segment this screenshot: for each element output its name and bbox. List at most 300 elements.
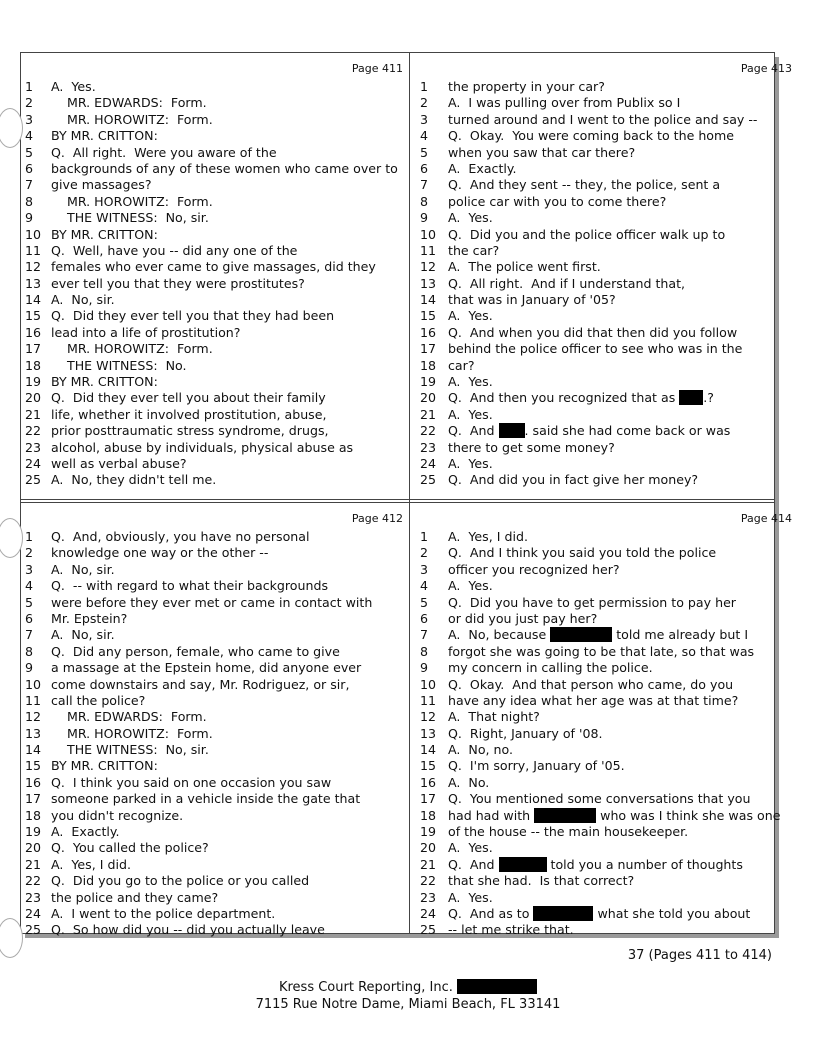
- line-text-body: A. Yes, I did.: [448, 529, 528, 544]
- line-text: [51, 742, 209, 758]
- transcript-line: [21, 194, 409, 210]
- line-text-body: Q. Okay. And that person who came, do you: [448, 676, 734, 692]
- redaction-box: [533, 906, 593, 921]
- line-text-tail: what she told you about: [593, 905, 751, 921]
- line-text: [51, 693, 145, 709]
- redaction-box: [534, 808, 596, 823]
- transcript-line: [21, 210, 409, 226]
- line-text-body: Q. And then you recognized that as: [448, 390, 676, 406]
- line-number: 1: [420, 529, 429, 544]
- transcript-line: [410, 325, 798, 341]
- line-text: [448, 308, 493, 324]
- line-text: [448, 358, 475, 374]
- line-number: 9: [420, 210, 429, 226]
- line-number: 14: [420, 742, 437, 758]
- transcript-line: [21, 677, 409, 693]
- line-text: [51, 890, 218, 906]
- line-text: [51, 145, 277, 161]
- line-number: 23: [25, 439, 42, 455]
- transcript-line: [410, 161, 798, 177]
- transcript-line: [410, 210, 798, 226]
- transcript-line: [410, 808, 798, 824]
- line-text: [448, 545, 716, 561]
- line-text: [448, 227, 725, 243]
- line-number: 25: [25, 472, 42, 488]
- transcript-line: [21, 922, 409, 938]
- line-text: [51, 529, 310, 545]
- line-text: [51, 308, 334, 324]
- page-header: Page 413: [740, 62, 792, 75]
- line-number: 12: [420, 259, 437, 275]
- transcript-line: [410, 824, 798, 840]
- line-text-body: A. No, sir.: [51, 292, 115, 308]
- redaction-box: [499, 423, 525, 438]
- line-text-body: give massages?: [51, 177, 152, 193]
- line-text-body: behind the police officer to see who was in the: [448, 341, 743, 357]
- transcript-line: [21, 95, 409, 111]
- line-text-body: MR. HOROWITZ: Form.: [51, 725, 213, 741]
- line-text: [448, 595, 736, 611]
- line-number: 15: [420, 308, 437, 324]
- transcript-line: [21, 325, 409, 341]
- line-number: 20: [25, 840, 42, 856]
- line-text: [448, 529, 528, 545]
- line-text-body: backgrounds of any of these women who came over to: [51, 160, 398, 176]
- footer-company-name: Kress Court Reporting, Inc.: [278, 980, 453, 995]
- line-text: [448, 578, 493, 594]
- transcript-line: [21, 890, 409, 906]
- line-text-body: MR. HOROWITZ: Form.: [51, 341, 213, 357]
- line-number: 16: [420, 774, 437, 790]
- line-number: 13: [25, 275, 42, 291]
- transcript-line: [410, 726, 798, 742]
- line-text-body: MR. HOROWITZ: Form.: [51, 111, 213, 127]
- line-text: [448, 440, 615, 456]
- transcript-line: [410, 440, 798, 456]
- line-text: [448, 775, 489, 791]
- line-number: 13: [420, 725, 437, 741]
- line-text-body: ever tell you that they were prostitutes?: [51, 275, 305, 291]
- transcript-line: [21, 128, 409, 144]
- line-text: [51, 627, 115, 643]
- line-text-body: Q. So how did you -- did you actually leave: [51, 922, 325, 938]
- line-text-body: the police and they came?: [51, 889, 219, 905]
- line-text: [51, 161, 398, 177]
- redaction-box: [679, 390, 703, 405]
- line-text-body: Q. All right. Were you aware of the: [51, 144, 277, 160]
- line-text-body: Q. Did you go to the police or you called: [51, 873, 310, 889]
- transcript-line: [21, 227, 409, 243]
- line-text-body: Q. Did you have to get permission to pay her: [448, 594, 736, 610]
- line-text: [51, 292, 115, 308]
- transcript-line: [21, 808, 409, 824]
- line-text-body: forgot she was going to be that late, so that was: [448, 643, 755, 659]
- line-text: [448, 325, 737, 341]
- transcript-line: [410, 873, 798, 889]
- line-number: 24: [25, 455, 42, 471]
- line-text: [51, 545, 268, 561]
- line-text-body: lead into a life of prostitution?: [51, 324, 241, 340]
- line-text-body: THE WITNESS: No.: [51, 357, 187, 373]
- line-text-body: A. No, because: [448, 627, 547, 643]
- line-number: 3: [25, 111, 34, 127]
- line-text-body: Q. I'm sorry, January of '05.: [448, 758, 625, 774]
- transcript-line: [21, 529, 409, 545]
- transcript-line: [410, 627, 798, 643]
- line-number: 25: [420, 922, 437, 938]
- transcript-line: [21, 276, 409, 292]
- line-text: [51, 677, 349, 693]
- line-number: 13: [420, 275, 437, 291]
- line-text: [448, 709, 540, 725]
- transcript-line: [21, 161, 409, 177]
- line-text-body: come downstairs and say, Mr. Rodriguez, or sir,: [51, 676, 350, 692]
- transcript-line: [21, 177, 409, 193]
- transcript-line: [410, 112, 798, 128]
- line-text: [448, 562, 620, 578]
- line-text: [51, 857, 131, 873]
- transcript-line: [21, 578, 409, 594]
- transcript-line: [410, 292, 798, 308]
- transcript-line: [410, 95, 798, 111]
- line-text-body: someone parked in a vehicle inside the gate that: [51, 791, 361, 807]
- line-text: [51, 325, 240, 341]
- line-number: 19: [25, 824, 42, 840]
- transcript-line: [21, 545, 409, 561]
- line-text-body: A. No, sir.: [51, 627, 115, 643]
- line-text-body: A. No, sir.: [51, 561, 115, 577]
- line-number: 19: [25, 374, 42, 390]
- line-text: [448, 161, 517, 177]
- transcript-line: [410, 276, 798, 292]
- transcript-lines: [410, 79, 798, 489]
- line-text-body: that she had. Is that correct?: [448, 873, 635, 889]
- line-text: [51, 775, 331, 791]
- line-number: 9: [25, 660, 34, 676]
- line-text-tail: who was I think she was one: [596, 807, 781, 823]
- line-text: [51, 709, 207, 725]
- line-text-body: Mr. Epstein?: [51, 610, 128, 626]
- line-text: [448, 128, 734, 144]
- transcript-line: [410, 922, 798, 938]
- redaction-box: [550, 627, 612, 642]
- line-number: 14: [420, 292, 437, 308]
- line-number: 6: [420, 610, 429, 626]
- line-number: 13: [25, 725, 42, 741]
- line-number: 18: [25, 807, 42, 823]
- line-text-body: Q. All right. And if I understand that,: [448, 275, 686, 291]
- line-text: [448, 742, 513, 758]
- line-number: 24: [25, 905, 42, 921]
- transcript-line: [21, 660, 409, 676]
- line-text: [51, 726, 213, 742]
- line-text-body: Q. -- with regard to what their backgrounds: [51, 578, 329, 594]
- line-text: [51, 128, 158, 144]
- transcript-line: [21, 775, 409, 791]
- transcript-line: [410, 243, 798, 259]
- transcript-line: [21, 440, 409, 456]
- line-text: [448, 112, 757, 128]
- line-text-body: have any idea what her age was at that time?: [448, 692, 739, 708]
- line-text-body: Q. You mentioned some conversations that you: [448, 791, 751, 807]
- line-text: [448, 890, 493, 906]
- line-number: 16: [25, 774, 42, 790]
- line-number: 1: [25, 79, 34, 94]
- page-header: Page 414: [740, 512, 792, 525]
- line-text-body: that was in January of '05?: [448, 292, 616, 308]
- line-text: [448, 79, 605, 95]
- line-text-body: MR. EDWARDS: Form.: [51, 95, 207, 111]
- line-number: 17: [420, 791, 437, 807]
- line-text: [448, 857, 743, 873]
- line-number: 4: [420, 128, 429, 144]
- transcript-line: [410, 259, 798, 275]
- line-text-body: life, whether it involved prostitution, abuse,: [51, 406, 327, 422]
- line-text: [448, 145, 635, 161]
- line-text-body: alcohol, abuse by individuals, physical abuse as: [51, 439, 354, 455]
- line-text: [51, 922, 325, 938]
- transcript-line: [21, 857, 409, 873]
- transcript-line: [21, 873, 409, 889]
- line-number: 25: [420, 472, 437, 488]
- line-number: 15: [25, 758, 42, 774]
- line-text-body: A. Yes.: [448, 840, 493, 856]
- transcript-line: [410, 227, 798, 243]
- line-text-body: you didn't recognize.: [51, 807, 184, 823]
- line-number: 10: [25, 226, 42, 242]
- line-text-body: call the police?: [51, 692, 146, 708]
- line-number: 2: [25, 95, 34, 111]
- line-text-body: Q. Did any person, female, who came to give: [51, 643, 340, 659]
- transcript-line: [410, 660, 798, 676]
- line-text-body: Q. And, obviously, you have no personal: [51, 529, 310, 544]
- page-header: Page 411: [351, 62, 403, 75]
- line-text: [448, 873, 634, 889]
- line-text-body: A. Yes.: [448, 374, 493, 390]
- line-text-body: A. Yes.: [448, 889, 493, 905]
- line-text: [51, 276, 305, 292]
- transcript-line: [21, 423, 409, 439]
- line-text: [51, 456, 187, 472]
- transcript-line: [410, 358, 798, 374]
- line-text-body: turned around and I went to the police and say --: [448, 111, 758, 127]
- transcript-line: [410, 145, 798, 161]
- line-text-body: my concern in calling the police.: [448, 660, 653, 676]
- transcript-line: [21, 259, 409, 275]
- line-text-body: A. Yes.: [51, 79, 96, 94]
- line-number: 7: [420, 177, 429, 193]
- transcript-line: [21, 407, 409, 423]
- line-text-tail: .?: [703, 390, 714, 406]
- line-number: 25: [25, 922, 42, 938]
- transcript-line: [410, 890, 798, 906]
- line-text: [448, 693, 738, 709]
- line-number: 8: [25, 193, 34, 209]
- line-text-body: Q. And did you in fact give her money?: [448, 472, 699, 488]
- line-text: [448, 259, 601, 275]
- transcript-line: [21, 390, 409, 406]
- line-text: [51, 243, 297, 259]
- line-number: 2: [420, 95, 429, 111]
- transcript-line: [410, 857, 798, 873]
- line-text-body: prior posttraumatic stress syndrome, drugs,: [51, 423, 329, 439]
- line-text: [448, 243, 499, 259]
- line-text: [448, 194, 666, 210]
- line-text-body: Q. Well, have you -- did any one of the: [51, 242, 298, 258]
- line-text: [51, 611, 127, 627]
- line-text-body: BY MR. CRITTON:: [51, 374, 158, 390]
- line-number: 5: [420, 594, 429, 610]
- line-text: [51, 194, 213, 210]
- redaction-box: [457, 979, 537, 994]
- page-count-label: 37 (Pages 411 to 414): [627, 948, 772, 963]
- line-number: 11: [25, 242, 42, 258]
- line-text: [448, 627, 748, 643]
- line-number: 17: [25, 791, 42, 807]
- line-number: 12: [25, 709, 42, 725]
- line-number: 14: [25, 742, 42, 758]
- transcript-line: [21, 693, 409, 709]
- transcript-line: [410, 693, 798, 709]
- line-text-body: car?: [448, 357, 475, 373]
- transcript-line: [410, 472, 798, 488]
- transcript-line: [21, 742, 409, 758]
- line-text-tail: told you a number of thoughts: [546, 856, 743, 872]
- line-text-body: -- let me strike that.: [448, 922, 574, 938]
- line-text: [448, 758, 625, 774]
- line-text: [51, 840, 209, 856]
- transcript-line: [21, 726, 409, 742]
- line-text: [51, 873, 309, 889]
- transcript-line: [21, 906, 409, 922]
- transcript-line: [410, 791, 798, 807]
- line-text: [51, 259, 376, 275]
- line-text: [51, 808, 183, 824]
- line-text: [448, 276, 685, 292]
- line-text-body: the car?: [448, 242, 500, 258]
- line-number: 6: [25, 160, 34, 176]
- line-text-body: Q. And: [448, 423, 495, 439]
- line-text-body: BY MR. CRITTON:: [51, 758, 158, 774]
- page-header: Page 412: [351, 512, 403, 525]
- transcript-line: [21, 472, 409, 488]
- line-number: 21: [25, 406, 42, 422]
- line-number: 6: [25, 610, 34, 626]
- line-text: [448, 644, 754, 660]
- line-text: [51, 210, 209, 226]
- line-text-tail: told me already but I: [612, 627, 749, 643]
- transcript-line: [410, 79, 798, 95]
- transcript-line: [21, 79, 409, 95]
- line-text: [51, 758, 158, 774]
- line-number: 2: [420, 545, 429, 561]
- line-number: 12: [420, 709, 437, 725]
- line-number: 3: [420, 561, 429, 577]
- transcript-line: [21, 562, 409, 578]
- line-text-body: A. Yes.: [448, 578, 493, 594]
- line-text: [51, 374, 158, 390]
- transcript-line: [21, 292, 409, 308]
- line-number: 7: [25, 177, 34, 193]
- line-text-body: Q. Did they ever tell you about their family: [51, 390, 326, 406]
- line-text-body: Q. And: [448, 856, 495, 872]
- line-text-body: or did you just pay her?: [448, 610, 598, 626]
- line-text: [448, 726, 602, 742]
- line-number: 4: [25, 578, 34, 594]
- transcript-line: [410, 595, 798, 611]
- line-text-body: had had with: [448, 807, 531, 823]
- line-text: [51, 177, 152, 193]
- footer-company: [0, 979, 816, 995]
- transcript-lines: [21, 529, 409, 939]
- line-number: 11: [420, 242, 437, 258]
- line-text: [51, 824, 120, 840]
- line-text-body: THE WITNESS: No, sir.: [51, 210, 209, 226]
- transcript-line: [21, 456, 409, 472]
- line-text-body: police car with you to come there?: [448, 193, 667, 209]
- line-number: 23: [420, 439, 437, 455]
- line-number: 10: [420, 226, 437, 242]
- line-number: 9: [25, 210, 34, 226]
- transcript-line: [21, 644, 409, 660]
- line-text: [51, 660, 361, 676]
- transcript-line: [410, 758, 798, 774]
- line-text: [51, 227, 158, 243]
- line-text: [51, 595, 372, 611]
- line-text: [51, 407, 327, 423]
- line-text: [51, 423, 329, 439]
- line-text-body: A. Yes.: [448, 455, 493, 471]
- line-number: 21: [25, 856, 42, 872]
- line-text-body: A. Yes, I did.: [51, 856, 131, 872]
- transcript-line: [410, 611, 798, 627]
- line-text-body: there to get some money?: [448, 439, 615, 455]
- line-number: 5: [25, 144, 34, 160]
- transcript-sheet: [20, 52, 792, 938]
- line-number: 8: [420, 193, 429, 209]
- line-text-body: THE WITNESS: No, sir.: [51, 742, 209, 758]
- line-number: 17: [420, 341, 437, 357]
- line-text-body: A. That night?: [448, 709, 540, 725]
- redaction-box: [499, 857, 547, 872]
- transcript-line: [410, 545, 798, 561]
- line-text: [448, 456, 493, 472]
- line-text-body: Q. And as to: [448, 905, 530, 921]
- transcript-line: [410, 906, 798, 922]
- transcript-line: [410, 407, 798, 423]
- line-number: 23: [420, 889, 437, 905]
- transcript-line: [21, 112, 409, 128]
- line-number: 4: [25, 128, 34, 144]
- line-number: 8: [420, 643, 429, 659]
- line-text: [448, 210, 493, 226]
- transcript-line: [410, 709, 798, 725]
- line-text-body: a massage at the Epstein home, did anyone ever: [51, 660, 362, 676]
- line-text-body: A. No.: [448, 774, 490, 790]
- line-number: 18: [420, 807, 437, 823]
- line-number: 3: [420, 111, 429, 127]
- line-number: 18: [420, 357, 437, 373]
- line-number: 7: [420, 627, 429, 643]
- line-number: 24: [420, 905, 437, 921]
- line-text-body: Q. Right, January of '08.: [448, 725, 603, 741]
- line-number: 12: [25, 259, 42, 275]
- line-text-body: BY MR. CRITTON:: [51, 128, 158, 144]
- line-text: [448, 808, 780, 824]
- line-text: [51, 578, 328, 594]
- line-text-body: officer you recognized her?: [448, 561, 620, 577]
- punch-hole: [0, 918, 23, 958]
